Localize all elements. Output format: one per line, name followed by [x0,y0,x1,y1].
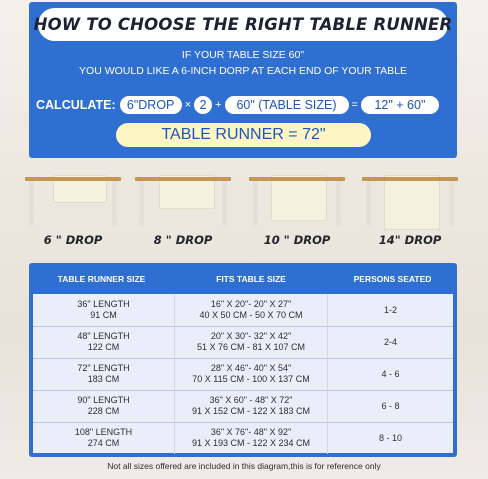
header-runner-size: TABLE RUNNER SIZE [57,273,146,284]
table-row [33,326,453,359]
runner-length-in: 48" LENGTH [77,331,130,341]
table-leg [223,181,226,225]
table-top [135,177,231,181]
table-body [33,294,453,453]
table-row [33,390,453,423]
runner-size-cell [33,326,174,358]
table-leg [367,181,370,225]
runner-length-in: 90" LENGTH [77,395,130,405]
runner-size-cell [33,390,174,422]
header-persons-seated: PERSONS SEATED [353,273,432,284]
fits-size-in: 36" X 76"- 48" X 92" [210,427,292,437]
table-leg [113,181,116,225]
drop-label: 6 " DROP [43,233,103,247]
drop-illustration-8 [135,172,231,260]
info-line-drop: YOU WOULD LIKE A 6-INCH DORP AT EACH END OF YOUR TABLE [79,65,407,77]
fits-size-in: 28" X 46"- 40" X 54" [210,363,292,373]
table-row [33,358,453,391]
drop-illustration-14 [362,172,458,260]
drop-illustration-6 [25,172,121,260]
info-line-table-size: IF YOUR TABLE SIZE 60" [181,49,305,61]
runner-length-cm: 228 CM [87,406,120,416]
calculation-panel [29,2,457,158]
fits-size-cell [174,294,328,326]
table-leg [30,181,33,225]
fits-size-cell [174,326,328,358]
table-leg [450,181,453,225]
runner-drop-graphic [271,175,327,221]
persons-cell: 1-2 [383,304,397,315]
table-leg [140,181,143,225]
fits-size-cm: 40 X 50 CM - 50 X 70 CM [199,310,303,320]
table-header-row [29,263,457,294]
table-top [362,177,458,181]
title-banner [33,8,453,41]
runner-drop-graphic [384,175,440,230]
runner-length-in: 36" LENGTH [77,299,130,309]
runner-length-cm: 183 CM [87,374,120,384]
drop-label: 8 " DROP [153,233,213,247]
table-row [33,422,453,454]
table-size-pill: 60" (TABLE SIZE) [225,96,349,114]
fits-size-in: 16" X 20"- 20" X 27" [210,299,292,309]
fits-size-cell [174,358,328,390]
table-leg [254,181,257,225]
drop-illustration-10 [249,172,345,260]
reference-note: Not all sizes offered are included in this diagram,this is for reference only [107,461,381,471]
fits-size-cell [174,422,328,454]
runner-length-in: 108" LENGTH [74,427,133,437]
result-text: TABLE RUNNER = 72" [161,126,326,143]
result-banner [116,123,371,147]
fits-size-cm: 51 X 76 CM - 81 X 107 CM [196,342,306,352]
fits-size-cm: 70 X 115 CM - 100 X 137 CM [192,374,310,384]
calculate-label: CALCULATE: [36,98,116,112]
plus-sign: + [215,99,222,111]
table-row [33,294,453,327]
equals-sign: = [351,99,358,111]
runner-size-cell [33,294,174,326]
drop-pill: 6"DROP [120,96,182,114]
persons-cell: 6 - 8 [381,400,400,411]
sum-pill: 12" + 60" [361,96,439,114]
size-table [29,263,457,457]
persons-cell: 8 - 10 [378,432,402,443]
table-top [249,177,345,181]
header-fits-table-size: FITS TABLE SIZE [216,273,286,284]
fits-size-cm: 91 X 193 CM - 122 X 234 CM [191,438,311,448]
persons-cell: 4 - 6 [381,368,400,379]
fits-size-in: 20" X 30"- 32" X 42" [210,331,292,341]
fits-size-cm: 91 X 152 CM - 122 X 183 CM [191,406,311,416]
multiply-sign: × [184,99,192,111]
runner-size-cell [33,358,174,390]
table-leg [337,181,340,225]
fits-size-cell [174,390,328,422]
persons-cell: 2-4 [383,336,397,347]
calculation-row [36,95,456,115]
runner-length-cm: 274 CM [87,438,120,448]
multiplier-pill: 2 [194,96,212,114]
drop-label: 10 " DROP [263,233,331,247]
runner-length-cm: 91 CM [90,310,117,320]
fits-size-in: 36" X 60" - 48" X 72" [209,395,293,405]
runner-length-cm: 122 CM [87,342,120,352]
runner-length-in: 72" LENGTH [77,363,130,373]
page-title: HOW TO CHOOSE THE RIGHT TABLE RUNNER [33,15,453,34]
drop-label: 14" DROP [378,233,442,247]
table-top [25,177,121,181]
runner-size-cell [33,422,174,454]
